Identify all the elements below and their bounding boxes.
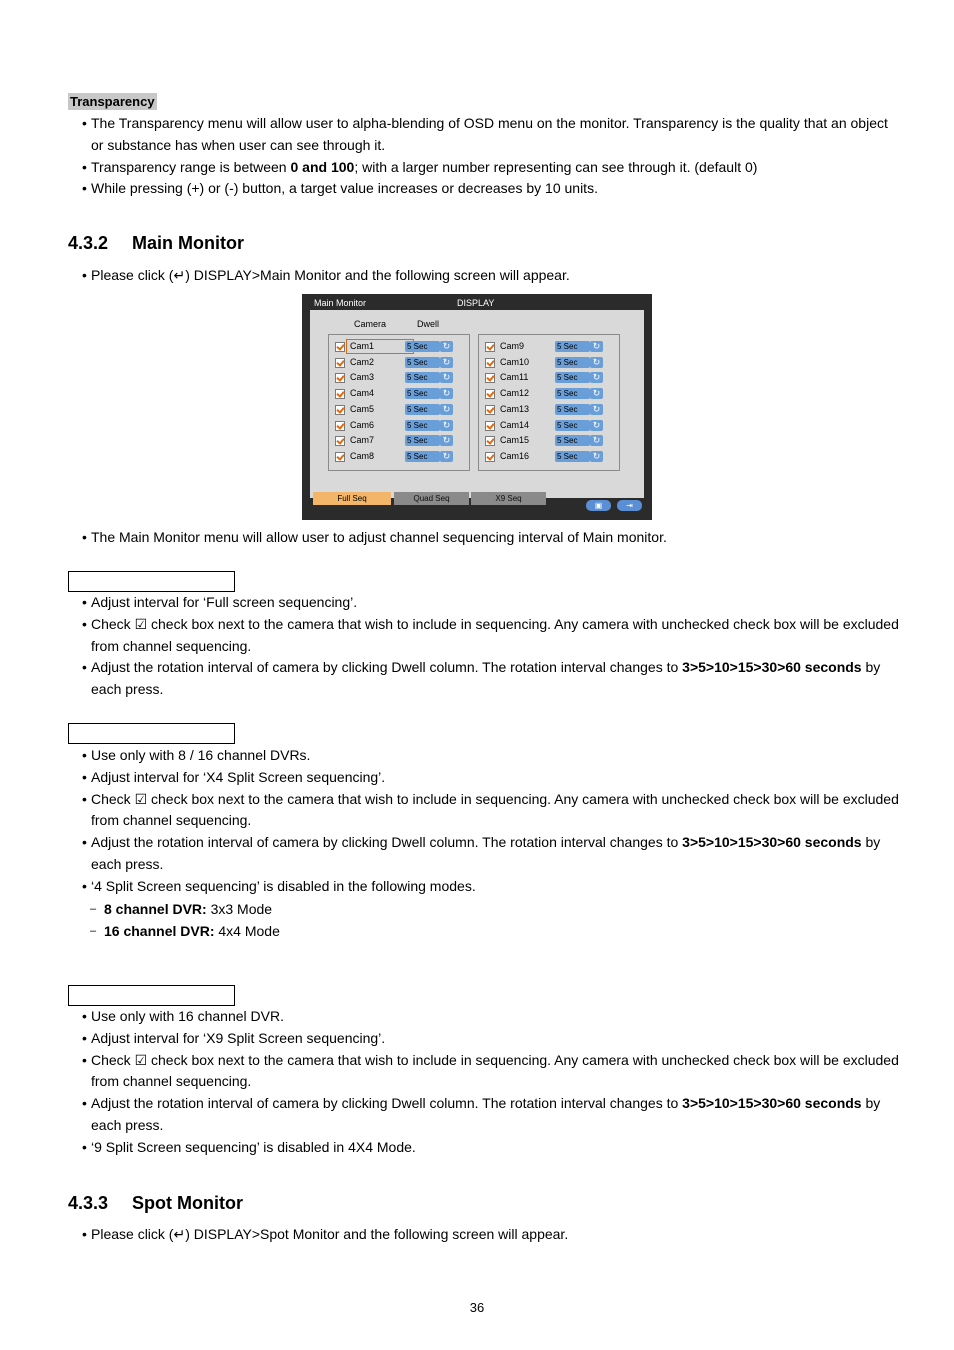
camera-checkbox[interactable] [485, 436, 495, 446]
camera-checkbox[interactable] [335, 373, 345, 383]
camera-name: Cam2 [350, 356, 375, 367]
refresh-icon[interactable]: ↻ [440, 341, 453, 352]
camera-name: Cam9 [500, 341, 525, 351]
camera-row [329, 418, 469, 433]
section-heading-spot-monitor: 4.3.3 Spot Monitor [68, 1193, 243, 1213]
camera-row [479, 339, 619, 354]
refresh-icon[interactable]: ↻ [590, 357, 603, 368]
refresh-icon[interactable]: ↻ [440, 451, 453, 462]
camera-name: Cam7 [350, 435, 375, 446]
dwell-select[interactable]: 5 Sec [405, 388, 440, 399]
exit-button[interactable] [617, 500, 642, 511]
camera-row [329, 370, 469, 385]
sub-list-item: – 16 channel DVR: 4x4 Mode [82, 920, 902, 942]
camera-row [479, 449, 619, 464]
menu-title: DISPLAY [457, 298, 495, 308]
camera-checkbox[interactable] [335, 421, 345, 431]
camera-name: Cam14 [500, 419, 530, 430]
camera-checkbox[interactable] [485, 358, 495, 368]
column-header-camera: Camera [354, 319, 387, 329]
section-heading-main-monitor: 4.3.2 Main Monitor [68, 233, 244, 253]
dwell-select[interactable]: 5 Sec [405, 420, 440, 431]
column-header-dwell: Dwell [417, 319, 440, 329]
refresh-icon[interactable]: ↻ [440, 357, 453, 368]
camera-group-left [328, 334, 470, 471]
list-item: • Adjust interval for ‘Full screen sequencing’. [82, 592, 902, 614]
camera-name: Cam15 [500, 435, 530, 446]
list-item: • Adjust the rotation interval of camera by clicking Dwell column. The rotation interval changes to 3>5>10>15>30>60 seconds by each press. [82, 1093, 902, 1137]
camera-row [479, 370, 619, 385]
full-seq-bullets [82, 592, 902, 701]
camera-name: Cam11 [500, 372, 529, 383]
list-item: • ‘4 Split Screen sequencing’ is disabled in the following modes. [82, 876, 902, 898]
list-item: • Transparency range is between 0 and 100; with a larger number representing can see through it. (default 0) [82, 157, 902, 179]
list-item: • Check ☑ check box next to the camera that wish to include in sequencing. Any camera with unchecked check box will be excluded from channel sequencing. [82, 614, 902, 658]
camera-name: Cam3 [350, 372, 375, 383]
tab-x9-seq[interactable]: X9 Seq [471, 492, 546, 505]
camera-checkbox[interactable] [485, 421, 495, 431]
list-item: • Adjust the rotation interval of camera by clicking Dwell column. The rotation interval changes to 3>5>10>15>30>60 seconds by each press. [82, 657, 902, 701]
camera-row [329, 355, 469, 370]
list-item: • Check ☑ check box next to the camera that wish to include in sequencing. Any camera with unchecked check box will be excluded from channel sequencing. [82, 1050, 902, 1094]
save-icon: ▣ [594, 501, 603, 510]
list-item: • Adjust the rotation interval of camera by clicking Dwell column. The rotation interval changes to 3>5>10>15>30>60 seconds by each press. [82, 832, 902, 876]
subsection-label-box [68, 571, 235, 592]
list-item: • Adjust interval for ‘X9 Split Screen sequencing’. [82, 1028, 902, 1050]
dvr-panel [310, 310, 644, 503]
dwell-select[interactable]: 5 Sec [555, 435, 590, 446]
camera-row [479, 355, 619, 370]
camera-row [479, 386, 619, 401]
list-item: • Use only with 16 channel DVR. [82, 1006, 902, 1028]
quad-seq-bullets [82, 745, 902, 942]
dwell-select[interactable]: 5 Sec [405, 372, 440, 383]
camera-row [329, 433, 469, 448]
refresh-icon[interactable]: ↻ [590, 451, 603, 462]
list-item: • The Main Monitor menu will allow user to adjust channel sequencing interval of Main monitor. [82, 527, 902, 549]
refresh-icon[interactable]: ↻ [590, 372, 603, 383]
dwell-select[interactable]: 5 Sec [555, 357, 590, 368]
camera-name: Cam6 [350, 419, 375, 430]
camera-group-right [478, 334, 620, 471]
list-item: • Adjust interval for ‘X4 Split Screen sequencing’. [82, 767, 902, 789]
camera-row [479, 433, 619, 448]
camera-checkbox[interactable] [335, 342, 345, 352]
main-monitor-intro [82, 265, 902, 287]
dwell-select[interactable]: 5 Sec [405, 451, 440, 462]
list-item: • While pressing (+) or (-) button, a target value increases or decreases by 10 units. [82, 178, 902, 200]
camera-row [329, 339, 469, 354]
camera-name: Cam12 [500, 388, 530, 399]
list-item: • The Transparency menu will allow user to alpha-blending of OSD menu on the monitor. Transparency is the quality that an object or substance has when user can see through it. [82, 113, 902, 157]
camera-row [479, 418, 619, 433]
refresh-icon[interactable]: ↻ [590, 341, 603, 352]
transparency-heading: Transparency [70, 94, 155, 109]
tab-quad-seq[interactable]: Quad Seq [394, 492, 469, 505]
camera-row [329, 402, 469, 417]
refresh-icon[interactable]: ↻ [440, 420, 453, 431]
refresh-icon[interactable]: ↻ [590, 420, 603, 431]
camera-name: Cam10 [500, 356, 530, 367]
camera-row [479, 402, 619, 417]
refresh-icon[interactable]: ↻ [440, 388, 453, 399]
camera-checkbox[interactable] [335, 436, 345, 446]
camera-checkbox[interactable] [335, 452, 345, 462]
spot-monitor-intro [82, 1224, 902, 1246]
sub-list-item: – 8 channel DVR: 3x3 Mode [82, 898, 902, 920]
camera-name: Cam8 [350, 450, 375, 461]
camera-checkbox[interactable] [335, 358, 345, 368]
save-button[interactable] [586, 500, 611, 511]
camera-checkbox[interactable] [335, 405, 345, 415]
camera-row [329, 386, 469, 401]
x9-seq-bullets [82, 1006, 902, 1159]
refresh-icon[interactable]: ↻ [440, 372, 453, 383]
list-item: • Please click (↵) DISPLAY>Main Monitor and the following screen will appear. [82, 265, 902, 287]
camera-name: Cam5 [350, 403, 375, 414]
camera-checkbox[interactable] [485, 373, 495, 383]
subsection-label-box [68, 985, 235, 1006]
dwell-select[interactable]: 5 Sec [555, 388, 590, 399]
camera-checkbox[interactable] [485, 405, 495, 415]
subsection-label-box [68, 723, 235, 744]
refresh-icon[interactable]: ↻ [440, 404, 453, 415]
camera-row [329, 449, 469, 464]
refresh-icon[interactable]: ↻ [590, 388, 603, 399]
dwell-select[interactable]: 5 Sec [555, 372, 590, 383]
window-title: Main Monitor [314, 298, 367, 308]
camera-name: Cam4 [350, 388, 375, 399]
camera-name: Cam16 [500, 450, 530, 461]
refresh-icon[interactable]: ↻ [590, 404, 603, 415]
camera-name: Cam1 [350, 341, 375, 351]
dwell-select[interactable]: 5 Sec [555, 404, 590, 415]
list-item: • Check ☑ check box next to the camera that wish to include in sequencing. Any camera with unchecked check box will be excluded from channel sequencing. [82, 789, 902, 833]
main-monitor-after [82, 527, 902, 549]
list-item: • ‘9 Split Screen sequencing’ is disabled in 4X4 Mode. [82, 1137, 902, 1159]
list-item: • Use only with 8 / 16 channel DVRs. [82, 745, 902, 767]
camera-checkbox[interactable] [485, 452, 495, 462]
camera-checkbox[interactable] [485, 389, 495, 399]
dwell-select[interactable]: 5 Sec [405, 404, 440, 415]
dvr-main-monitor-screen [302, 294, 652, 520]
refresh-icon[interactable]: ↻ [590, 435, 603, 446]
exit-icon: ⇥ [626, 501, 633, 510]
camera-name: Cam13 [500, 403, 530, 414]
camera-checkbox[interactable] [485, 342, 495, 352]
dwell-select[interactable]: 5 Sec [555, 341, 590, 352]
transparency-bullets [82, 113, 902, 200]
dwell-select[interactable]: 5 Sec [555, 451, 590, 462]
dwell-select[interactable]: 5 Sec [405, 435, 440, 446]
dwell-select[interactable]: 5 Sec [405, 357, 440, 368]
refresh-icon[interactable]: ↻ [440, 435, 453, 446]
dwell-select[interactable]: 5 Sec [555, 420, 590, 431]
page-number: 36 [469, 1300, 485, 1315]
list-item: • Please click (↵) DISPLAY>Spot Monitor and the following screen will appear. [82, 1224, 902, 1246]
dwell-select[interactable]: 5 Sec [405, 341, 440, 352]
tab-full-seq[interactable]: Full Seq [313, 492, 391, 505]
camera-checkbox[interactable] [335, 389, 345, 399]
